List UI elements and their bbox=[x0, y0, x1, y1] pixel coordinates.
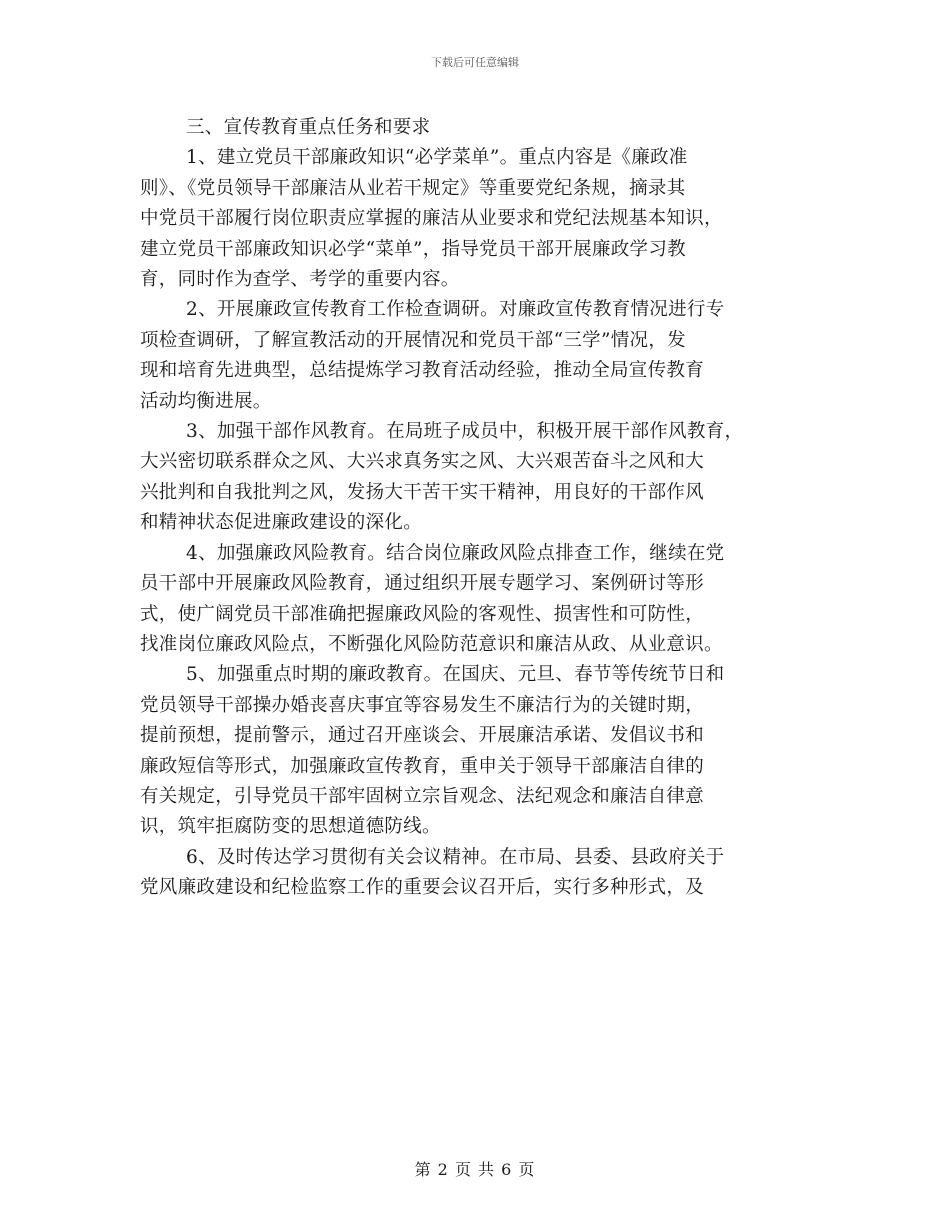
text-line: 兴批判和自我批判之风，发扬大干苦干实干精神，用良好的干部作风 bbox=[140, 481, 705, 503]
text-line: 5、加强重点时期的廉政教育。在国庆、元旦、春节等传统节日和 bbox=[186, 664, 725, 686]
text-line: 有关规定，引导党员干部牢固树立宗旨观念、法纪观念和廉洁自律意 bbox=[140, 785, 705, 807]
page-number: 第 2 页 共 6 页 bbox=[414, 1160, 536, 1179]
text-line: 2、开展廉政宣传教育工作检查调研。对廉政宣传教育情况进行专 bbox=[186, 299, 725, 321]
text-line: 育，同时作为查学、考学的重要内容。 bbox=[140, 269, 460, 291]
text-line: 4、加强廉政风险教育。结合岗位廉政风险点排查工作，继续在党 bbox=[186, 542, 725, 564]
text-line: 6、及时传达学习贯彻有关会议精神。在市局、县委、县政府关于 bbox=[186, 846, 725, 868]
text-line: 项检查调研，了解宣教活动的开展情况和党员干部“三学”情况，发 bbox=[140, 329, 686, 351]
text-line: 员干部中开展廉政风险教育，通过组织开展专题学习、案例研讨等形 bbox=[140, 573, 705, 595]
text-line: 找准岗位廉政风险点，不断强化风险防范意识和廉洁从政、从业意识。 bbox=[140, 633, 723, 655]
text-line: 3、加强干部作风教育。在局班子成员中，积极开展干部作风教育， bbox=[186, 421, 744, 443]
text-line: 1、建立党员干部廉政知识“必学菜单”。重点内容是《廉政准 bbox=[186, 147, 688, 169]
header-note: 下载后可任意编辑 bbox=[431, 56, 519, 69]
text-line: 活动均衡进展。 bbox=[140, 390, 272, 412]
text-line: 大兴密切联系群众之风、大兴求真务实之风、大兴艰苦奋斗之风和大 bbox=[140, 451, 705, 473]
text-line: 则》、《党员领导干部廉洁从业若干规定》等重要党纪条规，摘录其 bbox=[140, 177, 686, 199]
text-line: 党员领导干部操办婚丧喜庆事宜等容易发生不廉洁行为的关键时期， bbox=[140, 694, 705, 716]
text-line: 现和培育先进典型，总结提炼学习教育活动经验，推动全局宣传教育 bbox=[140, 360, 705, 382]
text-line: 式，使广阔党员干部准确把握廉政风险的客观性、损害性和可防性， bbox=[140, 603, 705, 625]
document-body bbox=[140, 113, 810, 904]
text-line: 中党员干部履行岗位职责应掌握的廉洁从业要求和党纪法规基本知识， bbox=[140, 208, 723, 230]
text-line: 党风廉政建设和纪检监察工作的重要会议召开后，实行多种形式，及 bbox=[140, 877, 705, 899]
text-line: 廉政短信等形式，加强廉政宣传教育，重申关于领导干部廉洁自律的 bbox=[140, 755, 705, 777]
text-line: 识，筑牢拒腐防变的思想道德防线。 bbox=[140, 816, 441, 838]
text-line: 建立党员干部廉政知识必学“菜单”，指导党员干部开展廉政学习教 bbox=[140, 238, 686, 260]
text-line: 和精神状态促进廉政建设的深化。 bbox=[140, 512, 423, 534]
text-line: 三、宣传教育重点任务和要求 bbox=[186, 117, 431, 138]
text-line: 提前预想，提前警示，通过召开座谈会、开展廉洁承诺、发倡议书和 bbox=[140, 725, 705, 747]
